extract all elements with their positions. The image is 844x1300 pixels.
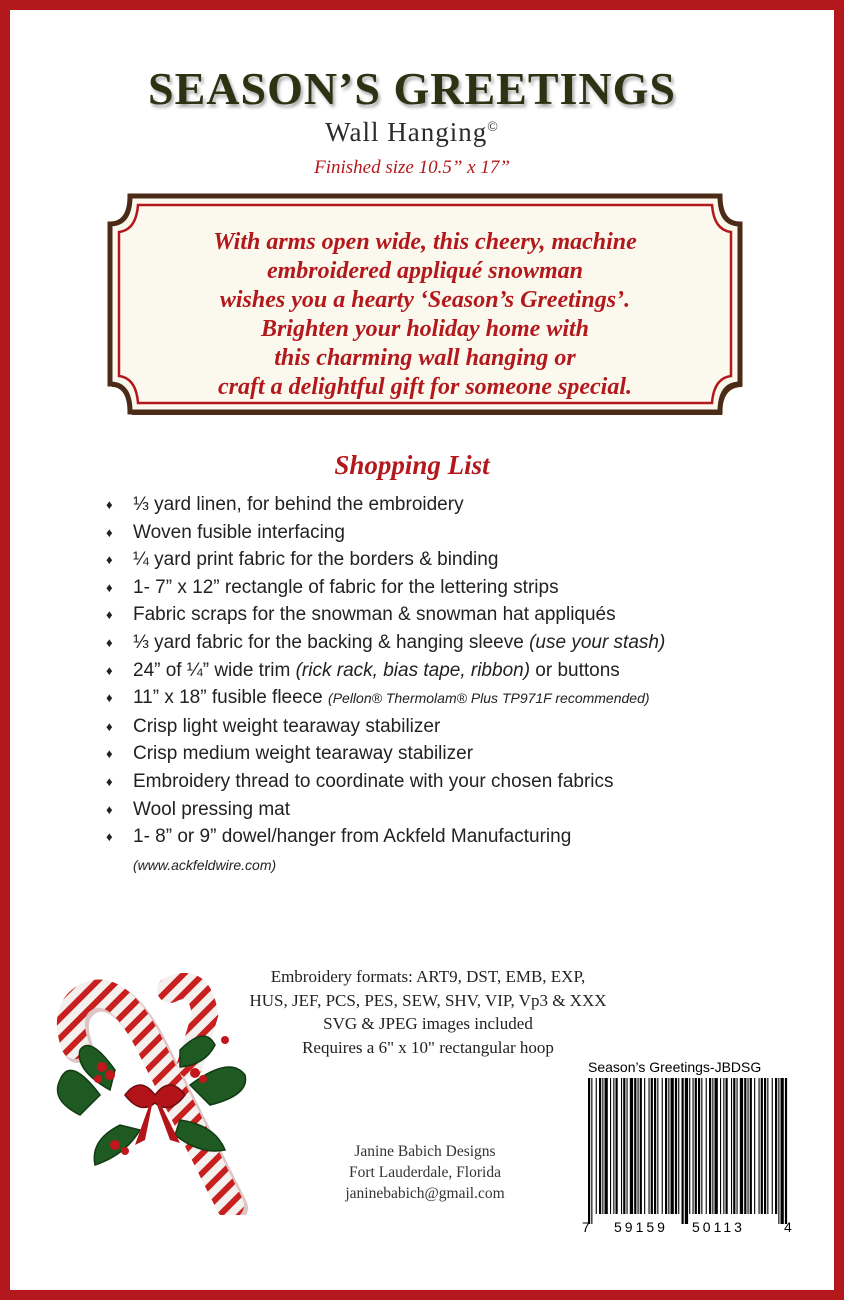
barcode-bar — [731, 1078, 732, 1214]
barcode-bar — [627, 1078, 628, 1214]
barcode-bar — [723, 1078, 724, 1214]
embroidery-formats — [218, 965, 638, 1059]
description-banner — [100, 184, 750, 424]
barcode-bar — [610, 1078, 611, 1214]
banner-line: this charming wall hanging or — [274, 345, 576, 371]
barcode-digit-first: 7 — [582, 1219, 590, 1235]
list-item: ♦ Crisp medium weight tearaway stabilizer — [106, 740, 746, 768]
barcode-bar — [737, 1078, 738, 1214]
barcode-bar — [772, 1078, 773, 1214]
barcode-bar — [744, 1078, 746, 1214]
barcode-bar — [662, 1078, 663, 1214]
list-item: ♦ Fabric scraps for the snowman & snowman hat appliqués — [106, 601, 746, 629]
bullet-icon: ♦ — [106, 690, 113, 706]
company-info — [300, 1141, 550, 1204]
banner-line: embroidered appliqué snowman — [266, 258, 584, 284]
barcode-bar — [726, 1078, 728, 1214]
barcode-group-right: 50113 — [692, 1219, 745, 1235]
barcode-bar — [621, 1078, 622, 1214]
barcode-bar — [596, 1078, 597, 1214]
barcode-bar — [706, 1078, 707, 1214]
item-note: (use your stash) — [529, 631, 666, 653]
barcode-bar — [630, 1078, 633, 1214]
formats-line: HUS, JEF, PCS, PES, SEW, SHV, VIP, Vp3 & XXX — [249, 990, 607, 1010]
bullet-icon: ♦ — [106, 552, 113, 568]
shopping-list — [106, 491, 746, 879]
bullet-icon: ♦ — [106, 829, 113, 845]
item-note: (Pellon® Thermolam® Plus TP971F recommended) — [328, 690, 650, 707]
copyright-mark: © — [487, 120, 499, 135]
bullet-icon: ♦ — [106, 497, 113, 512]
barcode-bar — [657, 1078, 658, 1214]
barcode-bar — [712, 1078, 713, 1214]
list-item: ♦ 11” x 18” fusible fleece (Pellon® Thermolam® Plus TP971F recommended) — [106, 684, 746, 713]
shopping-list-title: Shopping List — [334, 450, 490, 480]
barcode-bar — [781, 1078, 784, 1224]
barcode-bar — [740, 1078, 743, 1214]
bullet-icon: ♦ — [106, 746, 113, 762]
item-note: (www.ackfeldwire.com) — [133, 856, 277, 873]
banner-text — [100, 228, 750, 402]
barcode-bar — [767, 1078, 768, 1214]
banner-line: wishes you a hearty ‘Season’s Greetings’. — [219, 287, 631, 313]
banner-line: Brighten your holiday home with — [260, 316, 590, 342]
bullet-icon: ♦ — [106, 634, 113, 650]
barcode-bar — [778, 1078, 779, 1224]
barcode-bar — [685, 1078, 688, 1224]
finished-size: Finished size 10.5” x 17” — [314, 157, 510, 178]
barcode-bar — [785, 1078, 787, 1224]
barcode-bar — [649, 1078, 650, 1214]
barcode-bar — [678, 1078, 679, 1214]
list-item: ♦ Crisp light weight tearaway stabilizer — [106, 713, 746, 741]
bullet-icon: ♦ — [106, 801, 113, 817]
banner-line: With arms open wide, this cheery, machine — [213, 229, 637, 255]
page-subtitle: Wall Hanging© — [325, 117, 499, 147]
list-item: ♦ 1- 7” x 12” rectangle of fabric for the lettering strips — [106, 574, 746, 602]
barcode-bar — [602, 1078, 603, 1214]
barcode-bar — [733, 1078, 735, 1214]
barcode-bar — [764, 1078, 766, 1214]
barcode-bar — [654, 1078, 656, 1214]
barcode-bar — [668, 1078, 669, 1214]
formats-line: SVG & JPEG images included — [323, 1014, 533, 1033]
banner-line: craft a delightful gift for someone special. — [218, 374, 632, 400]
list-item: ♦ ⅓ yard linen, for behind the embroidery — [106, 491, 746, 519]
barcode — [580, 1076, 794, 1236]
item-note: (rick rack, bias tape, ribbon) — [295, 659, 531, 681]
list-item: ♦ Embroidery thread to coordinate with your chosen fabrics — [106, 768, 746, 796]
barcode-bar — [775, 1078, 777, 1214]
barcode-bar — [701, 1078, 702, 1214]
barcode-bar — [623, 1078, 625, 1214]
barcode-bar — [754, 1078, 755, 1214]
list-item: ♦ ¼ yard print fabric for the borders & binding — [106, 546, 746, 574]
barcode-bar — [693, 1078, 694, 1214]
company-location: Fort Lauderdale, Florida — [349, 1164, 501, 1181]
barcode-digit-last: 4 — [784, 1219, 792, 1235]
list-item: ♦ Wool pressing mat — [106, 796, 746, 824]
barcode-bar — [675, 1078, 677, 1214]
barcode-group-left: 59159 — [614, 1219, 668, 1235]
barcode-bar — [613, 1078, 614, 1214]
list-item: ♦ 24” of ¼” wide trim (rick rack, bias tape, ribbon) or buttons — [106, 657, 746, 685]
barcode-bar — [640, 1078, 642, 1214]
barcode-bar — [644, 1078, 645, 1214]
barcode-bar — [616, 1078, 618, 1214]
barcode-bar — [638, 1078, 639, 1214]
barcode-bar — [682, 1078, 684, 1224]
company-email: janinebabich@gmail.com — [345, 1185, 505, 1202]
formats-line: Requires a 6" x 10" rectangular hoop — [302, 1037, 554, 1057]
list-item: ♦ 1- 8” or 9” dowel/hanger from Ackfeld Manufacturing (www.ackfeldwire.com) — [106, 823, 746, 879]
barcode-bar — [748, 1078, 749, 1214]
bullet-icon: ♦ — [106, 579, 113, 595]
barcode-bar — [761, 1078, 763, 1214]
barcode-bar — [599, 1078, 601, 1214]
barcode-bar — [715, 1078, 718, 1214]
barcode-bar — [709, 1078, 711, 1214]
bullet-icon: ♦ — [106, 718, 113, 734]
barcode-bar — [695, 1078, 697, 1214]
list-item: ♦ Woven fusible interfacing — [106, 519, 746, 547]
barcode-bar — [689, 1078, 690, 1214]
bullet-icon: ♦ — [106, 607, 113, 623]
barcode-bar — [634, 1078, 636, 1214]
barcode-bar — [720, 1078, 721, 1214]
barcode-bar — [665, 1078, 667, 1214]
barcode-label: Season’s Greetings-JBDSG — [588, 1059, 762, 1075]
barcode-bar — [671, 1078, 674, 1214]
barcode-bar — [591, 1078, 592, 1224]
bullet-icon: ♦ — [106, 662, 113, 678]
list-item: ♦ ⅓ yard fabric for the backing & hanging sleeve (use your stash) — [106, 629, 746, 657]
barcode-bar — [750, 1078, 752, 1214]
barcode-bar — [759, 1078, 760, 1214]
barcode-bar — [588, 1078, 590, 1224]
barcode-bar — [605, 1078, 608, 1214]
formats-line: Embroidery formats: ART9, DST, EMB, EXP, — [270, 967, 586, 986]
company-name: Janine Babich Designs — [354, 1143, 496, 1160]
barcode-bar — [698, 1078, 700, 1214]
page-title: SEASON’S GREETINGS — [148, 63, 676, 114]
bullet-icon: ♦ — [106, 524, 113, 540]
barcode-bar — [651, 1078, 653, 1214]
bullet-icon: ♦ — [106, 773, 113, 789]
